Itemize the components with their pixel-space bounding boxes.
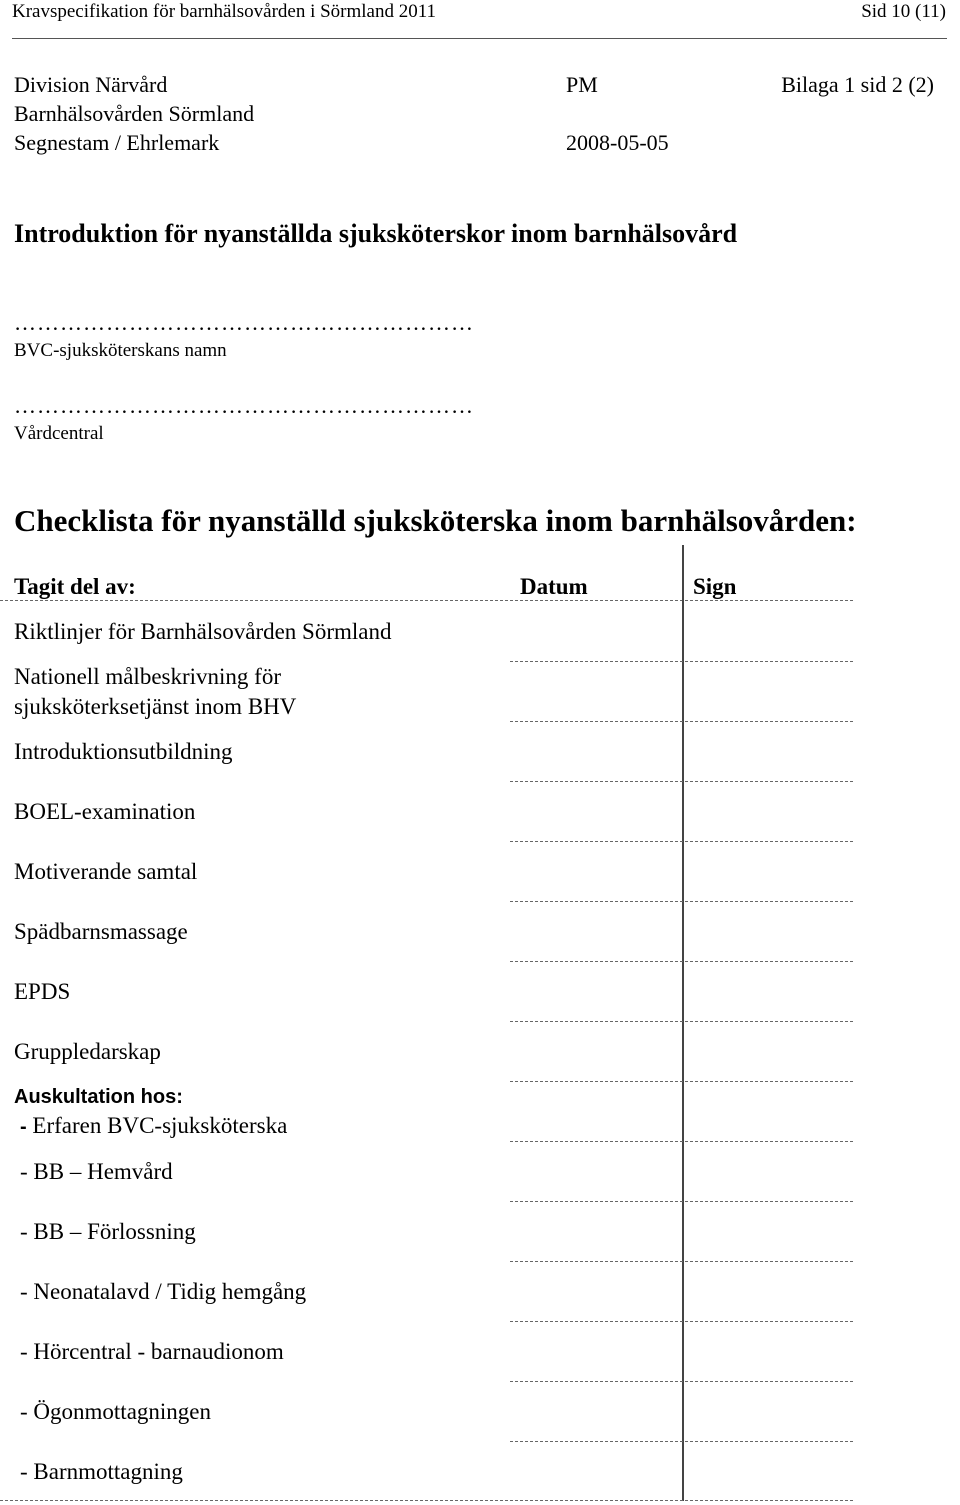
checklist-item-national-goals-cont: sjuksköterksetjänst inom BHV	[14, 694, 297, 719]
attachment-label: Bilaga 1 sid 2 (2)	[781, 72, 934, 97]
column-header-date: Datum	[520, 574, 588, 599]
row-line	[510, 661, 853, 662]
authors-label: Segnestam / Ehrlemark	[14, 130, 220, 155]
checklist-title: Checklista för nyanställd sjuksköterska inom barnhälsovården:	[14, 503, 857, 538]
column-header-taken: Tagit del av:	[14, 574, 136, 599]
auscultation-hearing-center: - Hörcentral - barnaudionom	[20, 1339, 284, 1364]
checklist-item-intro-training: Introduktionsutbildning	[14, 739, 233, 764]
checklist-item-infant-massage: Spädbarnsmassage	[14, 919, 188, 944]
auscultation-heading: Auskultation hos:	[14, 1086, 183, 1108]
checklist-item-group-leadership: Gruppledarskap	[14, 1039, 161, 1064]
auscultation-eye-clinic: - Ögonmottagningen	[20, 1399, 211, 1424]
checklist-item-motivational: Motiverande samtal	[14, 859, 198, 884]
header-rule	[12, 38, 947, 39]
doc-type-label: PM	[566, 72, 598, 97]
row-line	[510, 1321, 853, 1322]
division-label: Division Närvård	[14, 72, 168, 97]
page-number: Sid 10 (11)	[861, 1, 946, 22]
auscultation-pediatric-clinic: - Barnmottagning	[20, 1459, 183, 1484]
bullet-dash: -	[20, 1116, 27, 1138]
row-line	[510, 961, 853, 962]
running-header-title: Kravspecifikation för barnhälsovården i Sörmland 2011	[12, 1, 437, 22]
row-line	[510, 1081, 853, 1082]
row-line	[510, 1261, 853, 1262]
auscultation-bb-delivery: - BB – Förlossning	[20, 1219, 196, 1244]
checklist-item-national-goals: Nationell målbeskrivning för	[14, 664, 281, 689]
checklist-item-boel: BOEL-examination	[14, 799, 196, 824]
header-divider	[0, 600, 853, 601]
nurse-name-label: BVC-sjuksköterskans namn	[14, 340, 227, 361]
row-line	[510, 1141, 853, 1142]
intro-title: Introduktion för nyanställda sjuksköterskor inom barnhälsovård	[14, 219, 738, 248]
row-line	[510, 1381, 853, 1382]
checklist-item-guidelines: Riktlinjer för Barnhälsovården Sörmland	[14, 619, 392, 644]
row-line	[510, 1201, 853, 1202]
bottom-line	[0, 1500, 853, 1501]
unit-label: Barnhälsovården Sörmland	[14, 101, 255, 126]
row-line	[510, 781, 853, 782]
checklist-item-epds: EPDS	[14, 979, 71, 1004]
health-center-field[interactable]: ……………………………………………………	[14, 393, 474, 418]
column-header-sign: Sign	[693, 574, 737, 599]
nurse-name-field[interactable]: ……………………………………………………	[14, 310, 474, 335]
row-line	[510, 841, 853, 842]
auscultation-neonatal: - Neonatalavd / Tidig hemgång	[20, 1279, 307, 1304]
row-line	[510, 1441, 853, 1442]
auscultation-first-text: Erfaren BVC-sjuksköterska	[32, 1113, 288, 1138]
auscultation-first-item	[20, 1111, 287, 1142]
row-line	[510, 901, 853, 902]
date-label: 2008-05-05	[566, 130, 669, 155]
health-center-label: Vårdcentral	[14, 423, 104, 444]
row-line	[510, 1021, 853, 1022]
auscultation-bb-homecare: - BB – Hemvård	[20, 1159, 173, 1184]
row-line	[510, 721, 853, 722]
column-divider	[682, 545, 684, 1501]
